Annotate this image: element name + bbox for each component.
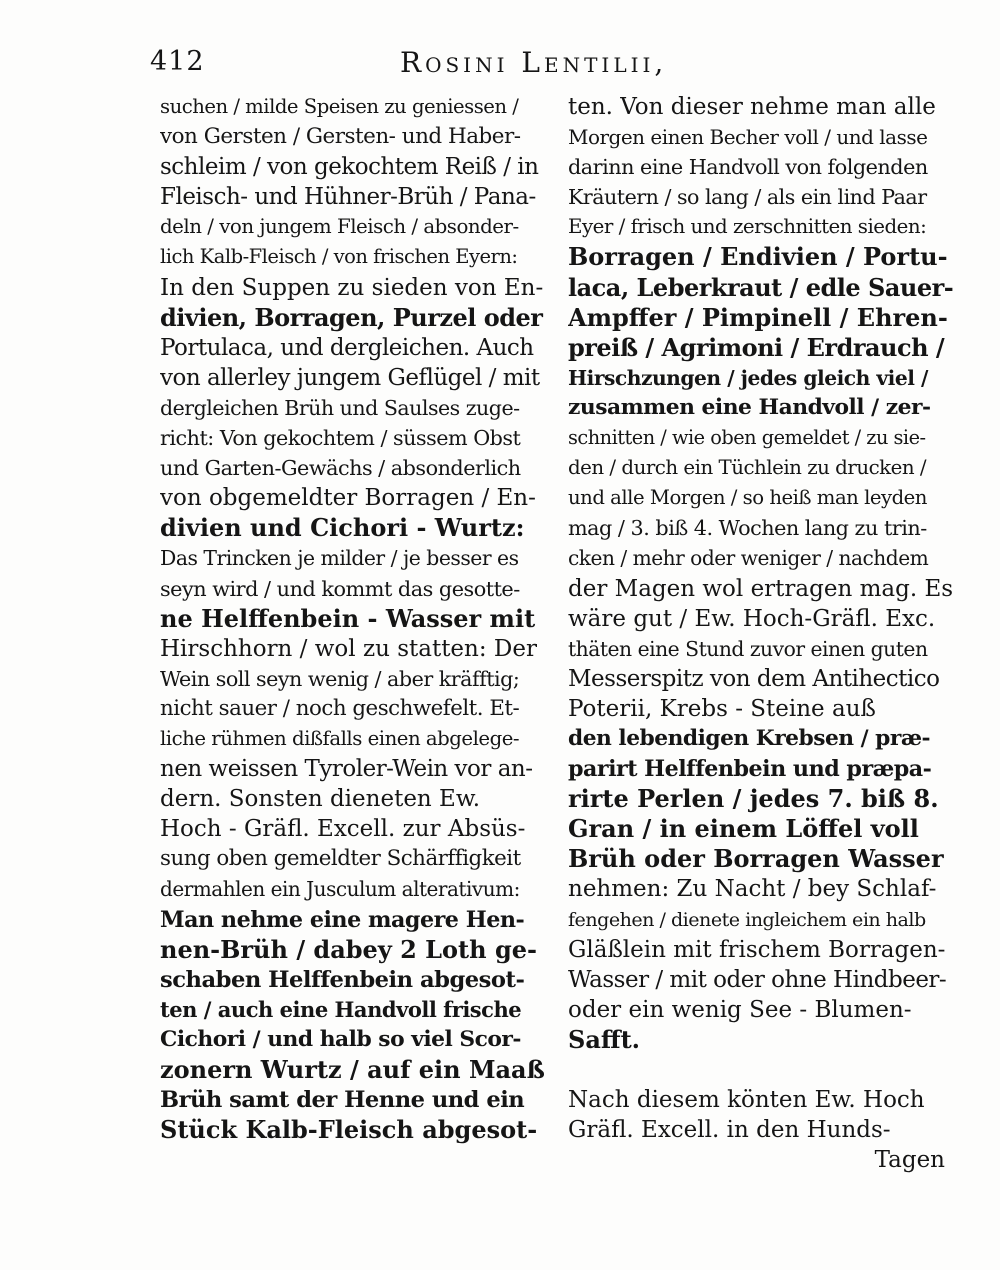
text-line: Gran / in einem Löffel voll — [568, 814, 919, 844]
text-line: von allerley jungem Geflügel / mit — [160, 364, 540, 391]
text-line: Gräfl. Excell. in den Hunds- — [568, 1117, 891, 1144]
text-line: rirte Perlen / jedes 7. biß 8. — [568, 784, 939, 814]
text-line: seyn wird / und kommt das gesotte- — [160, 576, 520, 601]
text-line: In den Suppen zu sieden von En- — [160, 274, 544, 301]
text-line: zonern Wurtz / auf ein Maaß — [160, 1055, 545, 1084]
text-line: oder ein wenig See - Blumen- — [568, 996, 912, 1023]
text-line: nicht sauer / noch geschwefelt. Et- — [160, 695, 520, 721]
text-line: dermahlen ein Jusculum alterativum: — [160, 877, 520, 902]
text-line: und alle Morgen / so heiß man leyden — [568, 486, 927, 510]
text-line: Man nehme eine magere Hen- — [160, 906, 525, 933]
text-line: deln / von jungem Fleisch / absonder- — [160, 215, 519, 239]
right-text-column — [568, 92, 953, 1175]
text-line: Wasser / mit oder ohne Hindbeer- — [568, 966, 947, 993]
text-line: dergleichen Brüh und Saulses zuge- — [160, 395, 520, 420]
text-line: wäre gut / Ew. Hoch-Gräfl. Exc. — [568, 605, 936, 632]
text-line: Eyer / frisch und zerschnitten sieden: — [568, 215, 927, 239]
running-title: Rosini Lentilii, — [400, 46, 668, 79]
text-line: Morgen einen Becher voll / und lasse — [568, 125, 928, 150]
text-line: von Gersten / Gersten- und Haber- — [160, 124, 521, 150]
text-line: Safft. — [568, 1024, 641, 1054]
text-line: richt: Von gekochtem / süssem Obst — [160, 426, 521, 451]
text-line: den / durch ein Tüchlein zu drucken / — [568, 456, 927, 480]
text-line: Portulaca, und dergleichen. Auch — [160, 334, 534, 361]
text-line: der Magen wol ertragen mag. Es — [568, 575, 953, 602]
text-line: Das Trincken je milder / je besser es — [160, 546, 519, 571]
text-line: Borragen / Endivien / Portu- — [568, 242, 948, 272]
text-line: schleim / von gekochtem Reiß / in — [160, 154, 539, 181]
left-text-column — [160, 92, 545, 1145]
text-line: Cichori / und halb so viel Scor- — [160, 1026, 521, 1052]
text-line: liche rühmen dißfalls einen abgelege- — [160, 726, 520, 750]
text-line: nen weissen Tyroler-Wein vor an- — [160, 756, 533, 783]
text-line: Ampffer / Pimpinell / Ehren- — [568, 302, 948, 332]
text-line: Wein soll seyn wenig / aber kräfftig; — [160, 666, 520, 691]
text-line: preiß / Agrimoni / Erdrauch / — [568, 332, 945, 362]
text-line: Nach diesem könten Ew. Hoch — [568, 1087, 925, 1114]
text-line: Kräutern / so lang / als ein lind Paar — [568, 185, 927, 210]
text-line: laca, Leberkraut / edle Sauer- — [568, 272, 953, 302]
text-line: divien und Cichori - Wurtz: — [160, 513, 525, 543]
text-line: nen-Brüh / dabey 2 Loth ge- — [160, 934, 537, 964]
text-line: dern. Sonsten dieneten Ew. — [160, 786, 481, 813]
text-line: Brüh samt der Henne und ein — [160, 1087, 525, 1114]
text-line: suchen / milde Speisen zu geniessen / — [160, 95, 519, 118]
text-line: thäten eine Stund zuvor einen guten — [568, 636, 928, 661]
text-line: divien, Borragen, Purzel oder — [160, 302, 543, 332]
page-number: 412 — [150, 46, 205, 77]
text-line: zusammen eine Handvoll / zer- — [568, 394, 931, 420]
text-line: ten / auch eine Handvoll frische — [160, 996, 522, 1022]
text-line: schnitten / wie oben gemeldet / zu sie- — [568, 426, 926, 450]
text-line: und Garten-Gewächs / absonderlich — [160, 456, 521, 481]
text-line: Brüh oder Borragen Wasser — [568, 844, 944, 874]
text-line: Poterii, Krebs - Steine auß — [568, 695, 876, 722]
text-line: mag / 3. biß 4. Wochen lang zu trin- — [568, 516, 927, 541]
text-line: lich Kalb-Fleisch / von frischen Eyern: — [160, 245, 518, 269]
text-line: fengehen / dienete ingleichem ein halb — [568, 908, 926, 931]
text-line: Fleisch- und Hühner-Brüh / Pana- — [160, 184, 536, 211]
running-head — [150, 46, 950, 86]
text-line: Gläßlein mit frischem Borragen- — [568, 936, 946, 963]
text-line: Messerspitz von dem Antihectico — [568, 665, 940, 692]
text-line: den lebendigen Krebsen / præ- — [568, 725, 931, 751]
text-line — [568, 1055, 953, 1085]
catchword: Tagen — [874, 1147, 945, 1174]
text-line: Stück Kalb-Fleisch abgesot- — [160, 1115, 538, 1145]
text-line: darinn eine Handvoll von folgenden — [568, 155, 928, 180]
text-line: ten. Von dieser nehme man alle — [568, 94, 936, 120]
text-line: Hirschzungen / jedes gleich viel / — [568, 365, 928, 390]
text-line: nehmen: Zu Nacht / bey Schlaf- — [568, 876, 937, 903]
text-line: Hoch - Gräfl. Excell. zur Absüs- — [160, 816, 526, 843]
text-line: ne Helffenbein - Wasser mit — [160, 603, 536, 633]
text-line: sung oben gemeldter Schärffigkeit — [160, 846, 521, 872]
text-line: parirt Helffenbein und præpa- — [568, 756, 932, 783]
text-line: schaben Helffenbein abgesot- — [160, 966, 525, 993]
text-line: von obgemeldter Borragen / En- — [160, 485, 536, 512]
text-line: cken / mehr oder weniger / nachdem — [568, 546, 929, 571]
text-line: Hirschhorn / wol zu statten: Der — [160, 635, 537, 662]
